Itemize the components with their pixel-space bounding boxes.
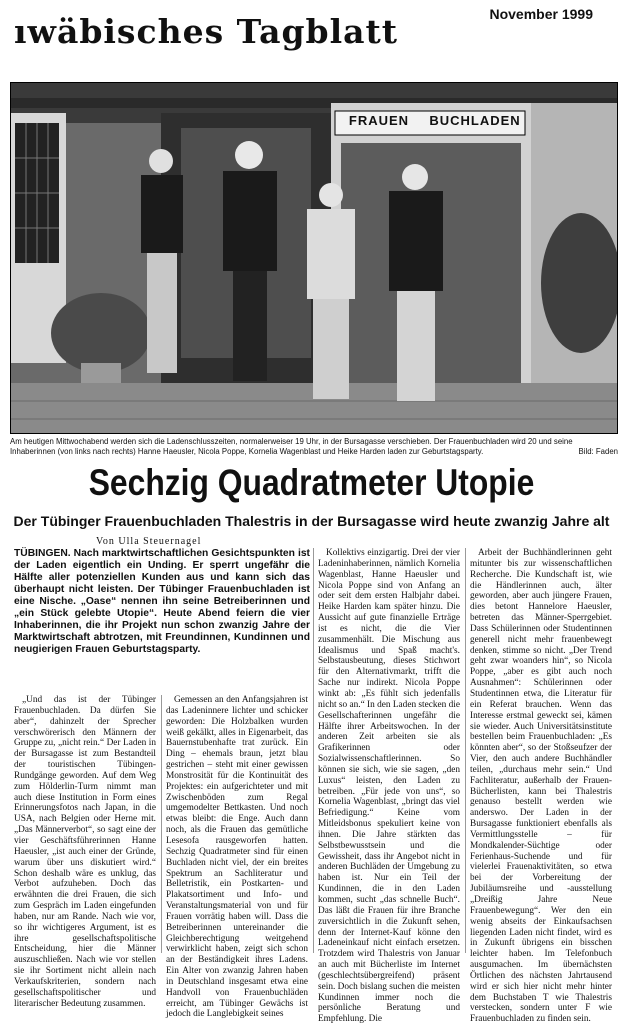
article-subhead: Der Tübinger Frauenbuchladen Thalestris in der Bursagasse wird heute zwanzig Jahre alt — [13, 513, 610, 529]
article-column-4 — [470, 548, 612, 1025]
photo-credit: Bild: Faden — [578, 447, 618, 456]
column-rule — [161, 695, 162, 953]
storefront-photo — [10, 82, 618, 434]
storefront-photo-image — [11, 83, 618, 434]
issue-date: November 1999 — [489, 6, 593, 22]
column-3-text: Kollektivs einzigartig. Drei der vier Ladeninhaberinnen, nämlich Kornelia Wagenblast, Hanne Haeusler und Nicola Poppe sind von Anfang an oder seit dem ersten Halbjahr dabei. Heike Harden kam später hinzu. Die Aussicht auf gute finanzielle Erträge ist es nicht, die die Vier zusammenhält. Die Mischung aus Idealismus und Spaß macht's. Selbstausbeutung, dieses Stichwort für den Alternativmarkt, trifft die Sache nur indirekt. Nicola Poppe winkt ab: „Es fühlt sich jedenfalls nicht so an.“ In den Laden stecken die Gesellschafterinnen ungefähr die Hälfte ihrer Arbeitswochen. In der anderen Zeit arbeiten sie als Grafikerinnen oder Sozialwissenschaftlerinnen. So können sie sich, wie sie sagen, „den Luxus“ leisten, den Laden zu betreiben. „Für jede von uns“, so Kornelia Wagenblast, „bringt das viel Befriedigung.“ Keine vom Mitleidsbonus spekuliert keine von ihnen. Die Jahre stärkten das Selbstbewusstsein und die Gewissheit, dass ihr Angebot nicht in anderen Buchläden der Umgebung zu haben ist. Nur ein Teil der Kundinnen, die in den Laden kommen, sucht „das schnelle Buch“. Das läßt die Frauen für ihre Branche zuversichtlich in die Zukunft sehen, denn der Internet-Kauf könne den Ladeneinkauf nicht einfach ersetzen. Trotzdem wird Thalestris von Januar an auch mit Bücherliste im Internet (geschlechtsübergreifend) präsent sein. Doch bislang suchen die meisten Kundinnen immer noch die persönliche Beratung und Empfehlung. Die — [318, 548, 461, 1025]
column-2-text: Gemessen an den Anfangsjahren ist das Ladeninnere lichter und schicker geworden: Die Holzbalken wurden weiß gekälkt, alles in Eigenarbeit, das Bauernstubenhafte trat zurück. Ein Ding – ehemals braun, jetzt blau gestrichen – steht mit einer gewissen Monstrosität für die Kontinuität des Projektes: ein aufgerichteter und mit Zwischenböden zum Regal umgemodelter Bettkasten. Und noch etwas bleibt: die Enge. Auch dann noch, als die Frauen das gemütliche Lesesofa rausgeworfen hatten. Sechzig Quadratmeter sind für einen Buchladen nicht viel, der ein breites Spektrum an Sachliteratur und Belletristik, ein Postkarten- und Plakatsortiment und Info- und Veranstaltungsmaterial von und für Frauen vorrätig haben will. Dass die Betreiberinnen untereinander die Gleichberechtigung weitgehend verwirklicht haben, zeigt sich schon an der Beständigkeit ihres Ladens. Ein Alter von zwanzig Jahren haben in Deutschland insgesamt etwa eine Handvoll von Frauenbuchläden erreicht, am Tübinger Gewächs ist jedoch die Langlebigkeit seines — [166, 695, 308, 1020]
article-lead: TÜBINGEN. Nach marktwirtschaftlichen Gesichtspunkten ist der Laden eigentlich ein Unding. Er sperrt ungefähr die Hälfte aller potenziellen Kunden aus und kann sich das überhaupt nicht leisten. Der Tübinger Frauenbuchladen ist eine Nische. „Oase“ nennen ihn seine Betreiberinnen und „ein Stück gelebte Utopie“. Heute Abend feiern die vier Inhaberinnen, die ihr Projekt nun schon zwanzig Jahre der Marktwirtschaft abtrotzen, mit Freundinnen, Kundinnen und neugierigen Frauen Geburtstagsparty. — [14, 548, 310, 655]
article-column-1 — [14, 695, 156, 1009]
masthead — [0, 0, 623, 62]
shop-sign-left: FRAUEN — [348, 113, 410, 128]
shop-sign-right: BUCHLADEN — [429, 113, 521, 128]
article-headline: Sechzig Quadratmeter Utopie — [88, 462, 535, 503]
photo-caption-text: Am heutigen Mittwochabend werden sich die Ladenschlusszeiten, normalerweiser 19 Uhr, in der Bursagasse verschieben. Der Frauenbuchladen wird 20 und seine Inhaberinnen (von links nach rechts) Hanne Haeusler, Nicola Poppe, Kornelia Wagenblast und Heike Harden laden zur Geburtstagsparty. — [10, 437, 573, 456]
column-4-text: Arbeit der Buchhändlerinnen geht mitunter bis zur wissenschaftlichen Recherche. Die Kundschaft ist, wie die Händlerinnen auch, älter geworden, aber auch jüngere Frauen, dies betont Hannelore Haeusler, betreten das Männer-Sperrgebiet. Dass Schülerinnen oder Studentinnen generell nicht mehr frauenbewegt denken, stimme so nicht. „Der Trend geht zwar woanders hin“, so Nicola Poppe, „aber es gibt auch noch Ausnahmen“: Schülerinnen oder Studentinnen etwa, die Literatur für ein Referat brauchen. Wenn das Interesse erstmal geweckt sei, kämen sie wieder. Auch Universitätsinstitute bestellen beim Frauenbuchladen: „Es könnten aber“, so der Stoßseufzer der Vier, den auch andere Buchhändler teilen, „durchaus mehr sein.“ Und Fachliteratur, außerhalb der Frauen-Bücherlisten, kann bei Thalestris genauso bestellt werden wie anderswo. Der Laden in der Bursagasse funktioniert ebenfalls als Vermittlungsstelle – für Mondkalender-Süchtige oder Ferienhaus-Suchende und für vielerlei Frauenaktivitäten, so etwa bei der Vorbereitung der Jubiläumsreihe und -ausstellung „Dreißig Jahre Neue Frauenbewegung“. Wer den ein wenig abseits der Einkaufsachsen liegenden Laden nicht findet, wird es in Zukunft übrigens ein bisschen leichter haben. Im Telefonbuch ausgumachen. Im übernächsten Örtlichen des nächsten Jahrtausend wird er sich hier nicht mehr hinter dem Buchstaben T wie Thalestris verstecken, sondern unter F wie Frauenbuchladen zu finden sein. — [470, 548, 612, 1025]
photo-caption — [10, 437, 618, 457]
article-byline: Von Ulla Steuernagel — [96, 536, 202, 547]
newspaper-title: ıwäbisches Tagblatt — [14, 12, 398, 51]
column-rule — [465, 548, 466, 953]
article-column-3 — [318, 548, 460, 1025]
article-column-2 — [166, 695, 308, 1020]
column-1-text: „Und das ist der Tübinger Frauenbuchladen. Da dürfen Sie aber“, dahinzelt der Sprecher verschwörerisch den Männern der Gruppe zu, „nicht rein.“ Der Laden in der Bursagasse ist zum Bestandteil der touristischen Tübingen-Rundgänge geworden. Auf dem Weg zum Hölderlin-Turm nimmt man auch diese Institution in Form eines Erinnerungsfotos nach Japan, in die USA, nach Belgien oder Herne mit. „Das Männerverbot“, so sagt eine der vier Geschäftsführerinnen Hanne Haeusler, „ist auch einer der Gründe, warum über uns diskutiert wird.“ Schon deshalb wäre es unklug, das Verbot aufzuheben. Doch das erwähnten die drei Frauen, die sich zum Gespräch im Laden eingefunden haben, nur am Rande. Nach wie vor, so ihr wichtigeres Argument, ist es ihre gesellschaftspolitische Entscheidung, hier die Männer auszuschließen. Nach wie vor stellen sie ihr Sortiment nicht allein nach Verkaufskriterien, sondern nach gesellschaftspolitischer und literarischer Bedeutung zusammen. — [14, 695, 156, 1009]
column-rule — [313, 548, 314, 953]
